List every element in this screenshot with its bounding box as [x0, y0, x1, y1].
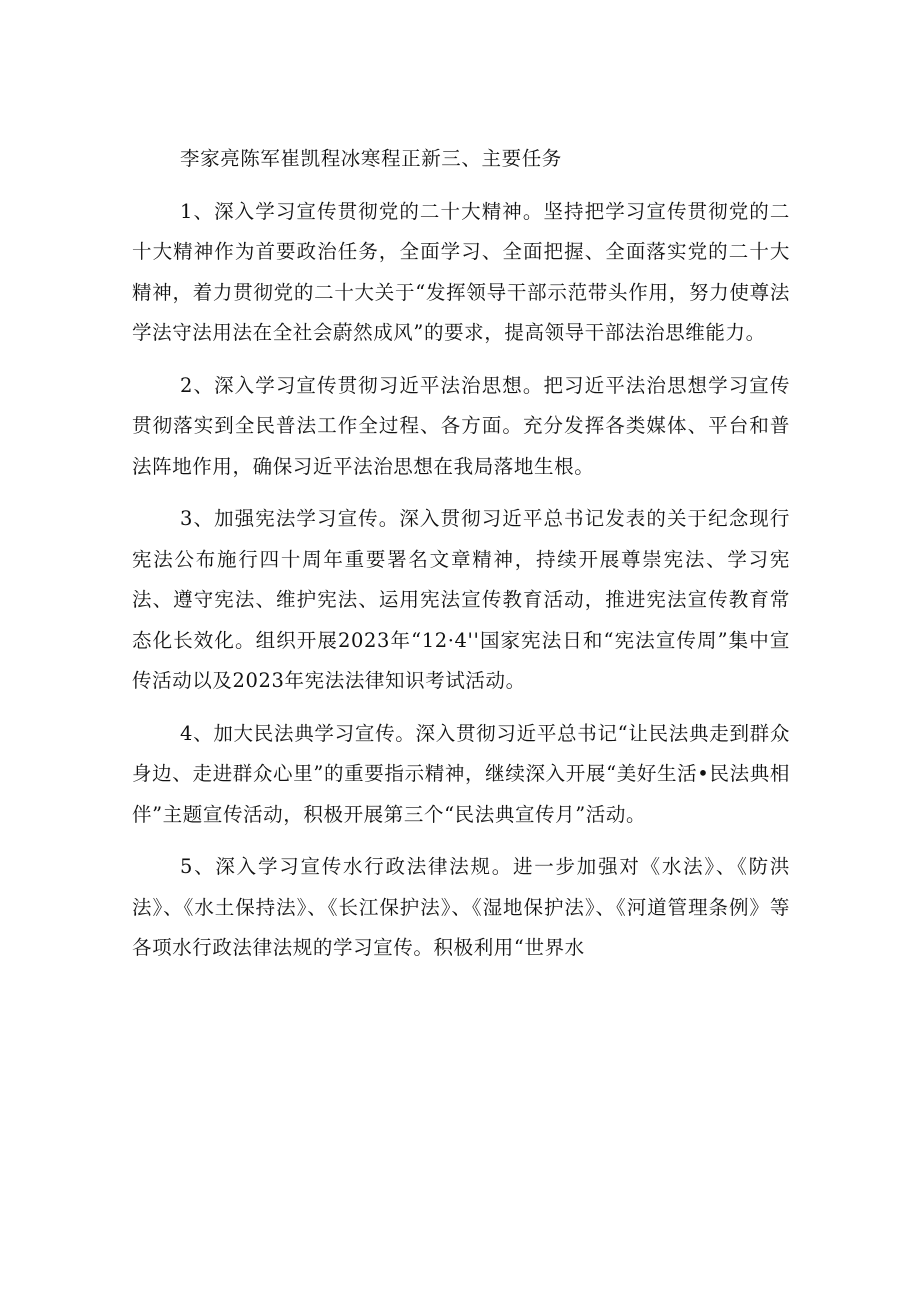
paragraph-heading: 李家亮陈军崔凯程冰寒程正新三、主要任务 — [180, 147, 562, 170]
document-body — [132, 139, 790, 969]
paragraph-task-5: 5、深入学习宣传水行政法律法规。进一步加强对《水法》、《防洪法》、《水土保持法》、《长江保护法》、《湿地保护法》、《河道管理条例》等各项水行政法律法规的学习宣传。积极利用“世界水 — [132, 855, 790, 959]
paragraph-task-2: 2、深入学习宣传贯彻习近平法治思想。把习近平法治思想学习宣传贯彻落实到全民普法工作全过程、各方面。充分发挥各类媒体、平台和普法阵地作用，确保习近平法治思想在我局落地生根。 — [132, 373, 790, 478]
paragraph-task-3: 3、加强宪法学习宣传。深入贯彻习近平总书记发表的关于纪念现行宪法公布施行四十周年重要署名文章精神，持续开展尊崇宪法、学习宪法、遵守宪法、维护宪法、运用宪法宣传教育活动，推进宪法宣传教育常态化长效化。组织开展2023年“12·4''国家宪法日和“宪法宣传周”集中宣传活动以及2023年宪法法律知识考试活动。 — [132, 507, 790, 692]
paragraph-task-1: 1、深入学习宣传贯彻党的二十大精神。坚持把学习宣传贯彻党的二十大精神作为首要政治任务，全面学习、全面把握、全面落实党的二十大精神，着力贯彻党的二十大关于“发挥领导干部示范带头作用，努力使尊法学法守法用法在全社会蔚然成风”的要求，提高领导干部法治思维能力。 — [132, 199, 790, 344]
paragraph-task-4: 4、加大民法典学习宣传。深入贯彻习近平总书记“让民法典走到群众身边、走进群众心里”的重要指示精神，继续深入开展“美好生活•民法典相伴”主题宣传活动，积极开展第三个“民法典宣传月”活动。 — [132, 721, 790, 826]
